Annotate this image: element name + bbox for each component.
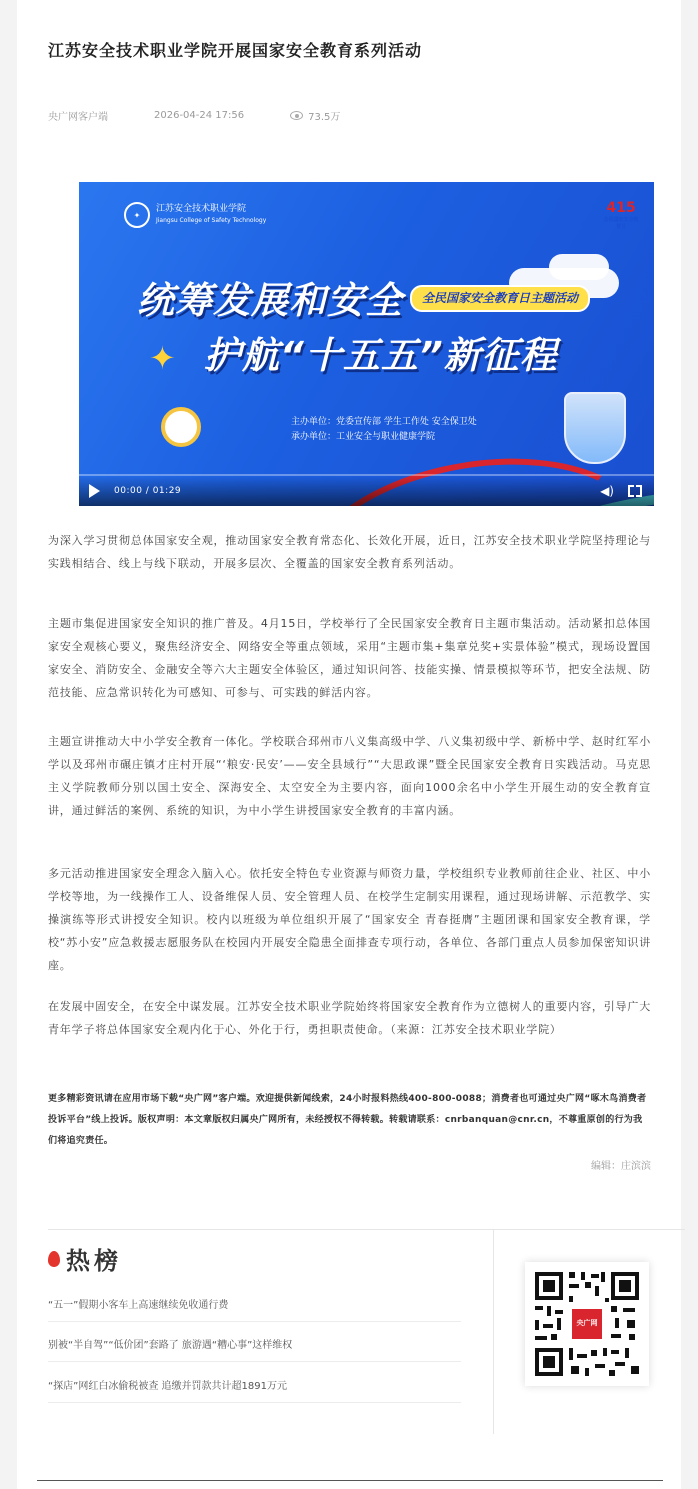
- cloud-decoration: [549, 254, 609, 280]
- views-count: 73.5万: [308, 112, 341, 123]
- video-player[interactable]: [79, 182, 654, 506]
- divider: [48, 1229, 685, 1230]
- video-controls: [79, 476, 654, 506]
- divider: [493, 1229, 494, 1434]
- video-time: [114, 486, 181, 496]
- hot-list-item[interactable]: 别被“半自驾”“低价团”套路了 旅游遇“糟心事”这样维权: [48, 1336, 461, 1362]
- article-paragraph: 在发展中固安全，在安全中谋发展。江苏安全技术职业学院始终将国家安全教育作为立德树人的重要内容，引导广大青年学子将总体国家安全观内化于心、外化于行，勇担职责使命。（来源：江苏安全技术职业学院）: [48, 1000, 651, 1036]
- article-meta: [48, 108, 340, 123]
- poster-headline-2: 护航“十五五”新征程: [204, 334, 558, 377]
- star-icon: ✦: [149, 339, 176, 377]
- poster-headline-1: 统筹发展和安全: [137, 279, 403, 322]
- logo-number: 415: [606, 200, 636, 216]
- footer-divider: [37, 1480, 663, 1481]
- qr-code: [525, 1262, 649, 1386]
- fullscreen-icon[interactable]: [628, 485, 642, 497]
- hot-list-header: [48, 1241, 122, 1276]
- hot-list-item[interactable]: “五一”假期小客车上高速继续免收通行费: [48, 1296, 461, 1322]
- poster-tag: 全民国家安全教育日主题活动: [410, 285, 590, 312]
- play-icon[interactable]: [89, 484, 100, 498]
- editor-credit: 编辑：庄滨滨: [591, 1161, 651, 1172]
- article-paragraph: 为深入学习贯彻总体国家安全观，推动国家安全教育常态化、长效化开展，近日，江苏安全技术职业学院坚持理论与实践相结合、线上与线下联动，开展多层次、全覆盖的国家安全教育系列活动。: [48, 534, 651, 570]
- article-datetime: 2026-04-24 17:56: [154, 110, 245, 121]
- eye-icon: [290, 111, 303, 120]
- article-paragraph: 多元活动推进国家安全理念入脑入心。依托安全特色专业资源与师资力量，学校组织专业教师前往企业、社区、中小学校等地，为一线操作工人、设备维保人员、安全管理人员、在校学生定制实用课程，通过现场讲解、示范教学、实操演练等形式讲授安全知识。校内以班级为单位组织开展了“国家安全 青春挺膺”主题团课和国家安全教育课，学校“苏小安”应急救援志愿服务队在校园内开展安全隐患全面排查专项行动，各单位、各部门重点人员参加保密知识讲座。: [48, 867, 651, 972]
- school-seal-icon: ✦: [124, 202, 150, 228]
- volume-icon[interactable]: ◀): [600, 484, 614, 498]
- school-name: 江苏安全技术职业学院: [156, 204, 247, 214]
- school-logo: [124, 202, 266, 228]
- logo-text: 全民国家安全教育日: [603, 217, 639, 230]
- shield-icon: [564, 392, 626, 464]
- article-paragraph: 主题宣讲推动大中小学安全教育一体化。学校联合邳州市八义集高级中学、八义集初级中学、新桥中学、赵时红军小学以及邳州市碾庄镇才庄村开展“‘粮安·民安’——安全县域行”“大思政课”暨全民国家安全教育日实践活动。马克思主义学院教师分别以国土安全、深海安全、太空安全为主要内容，面向1000余名中小学生开展生动的安全教育宣讲，通过鲜活的案例、系统的知识，为中小学生讲授国家安全教育的丰富内涵。: [48, 735, 651, 817]
- hot-list-title: 热榜: [66, 1246, 122, 1275]
- qr-center-label: 央广网: [576, 1319, 598, 1327]
- hot-list-item[interactable]: “探店”网红白冰偷税被查 追缴并罚款共计超1891万元: [48, 1377, 461, 1403]
- flame-icon: [48, 1251, 60, 1267]
- co-organizer: 承办单位：工业安全与职业健康学院: [291, 432, 436, 442]
- article-title: 江苏安全技术职业学院开展国家安全教育系列活动: [48, 41, 423, 60]
- organizer: 主办单位：党委宣传部 学生工作处 安全保卫处: [291, 417, 477, 427]
- time-separator: /: [142, 486, 153, 496]
- article-page: [17, 0, 681, 1489]
- school-name-en: Jiangsu College of Safety Technology: [156, 217, 267, 224]
- article-source[interactable]: 央广网客户端: [48, 112, 108, 123]
- copyright-notice: 更多精彩资讯请在应用市场下载“央广网”客户端。欢迎提供新闻线索，24小时报料热线400-800-0088；消费者也可通过央广网“啄木鸟消费者投诉平台”线上投诉。版权声明：本文章版权归属央广网所有，未经授权不得转载。转载请联系：cnrbanquan@cnr.cn，不尊重原创的行为我们将追究责任。: [48, 1094, 647, 1146]
- security-day-logo: [602, 200, 640, 232]
- article-paragraph: 主题市集促进国家安全知识的推广普及。4月15日，学校举行了全民国家安全教育日主题市集活动。活动紧扣总体国家安全观核心要义，聚焦经济安全、网络安全等重点领域，采用“主题市集+集章兑奖+实景体验”模式，现场设置国家安全、消防安全、金融安全等六大主题安全体验区，通过知识问答、技能实操、情景模拟等环节，把安全法规、防范技能、应急常识转化为可感知、可参与、可实践的鲜活内容。: [48, 617, 651, 699]
- magnifier-icon: [161, 407, 201, 447]
- duration: 01:29: [152, 486, 182, 496]
- current-time: 00:00: [114, 486, 143, 496]
- poster-organizers: [291, 415, 477, 445]
- article-views: [290, 108, 340, 123]
